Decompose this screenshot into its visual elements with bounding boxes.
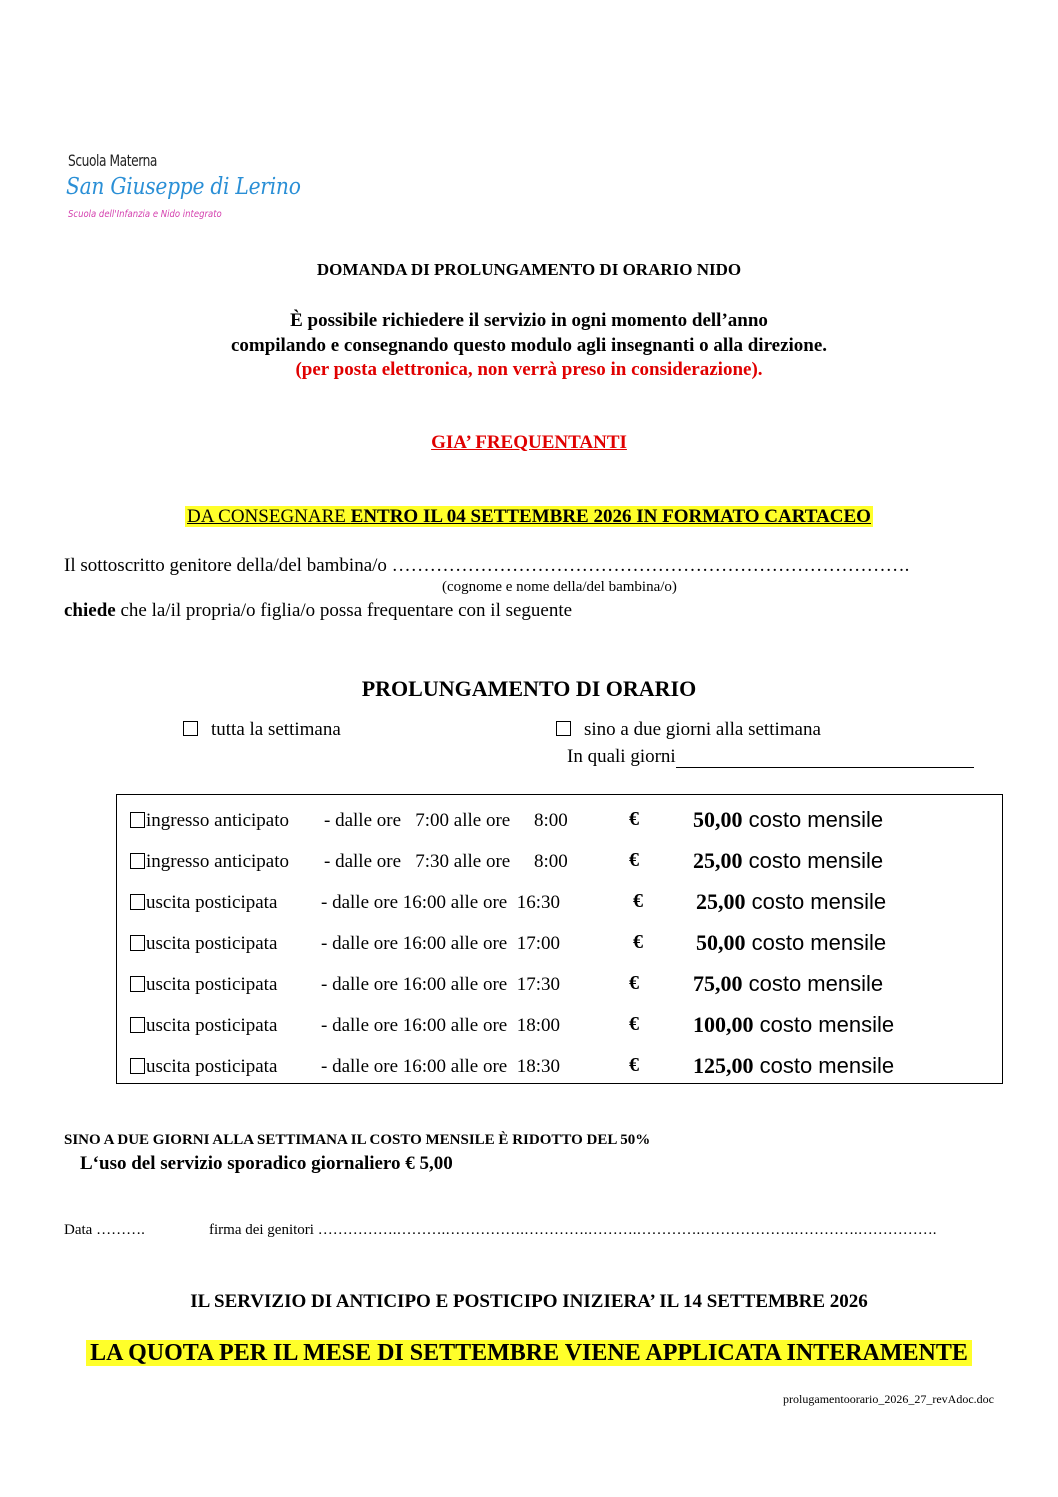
which-days-blank[interactable] bbox=[676, 749, 974, 768]
logo-school-name: San Giuseppe di Lerino bbox=[66, 174, 301, 200]
cost-amount: 75,00 bbox=[693, 971, 743, 996]
info-line-1: È possibile richiedere il servizio in ogni momento dell’anno bbox=[290, 310, 768, 331]
service-label: uscita posticipata bbox=[146, 1056, 278, 1077]
sporadic-note: L‘uso del servizio sporadico giornaliero € 5,00 bbox=[80, 1153, 453, 1174]
deadline-part-2: ENTRO IL 04 SETTEMBRE 2026 IN FORMATO CARTACEO bbox=[350, 506, 871, 527]
quota-notice-wrap bbox=[0, 1340, 1058, 1367]
service-checkbox[interactable] bbox=[130, 812, 145, 828]
service-option[interactable] bbox=[130, 1056, 277, 1078]
service-label: uscita posticipata bbox=[146, 1015, 278, 1036]
document-title: DOMANDA DI PROLUNGAMENTO DI ORARIO NIDO bbox=[316, 260, 742, 279]
info-line-2: compilando e consegnando questo modulo agli insegnanti o alla direzione. bbox=[230, 335, 828, 356]
which-days-field[interactable] bbox=[567, 746, 974, 768]
service-option[interactable] bbox=[130, 851, 289, 873]
euro-symbol: € bbox=[633, 931, 643, 953]
deadline-part-1: DA CONSEGNARE bbox=[187, 506, 351, 527]
monthly-cost bbox=[693, 848, 883, 874]
service-checkbox[interactable] bbox=[130, 1058, 145, 1074]
cost-suffix: costo mensile bbox=[742, 848, 884, 873]
euro-symbol: € bbox=[633, 890, 643, 912]
cost-amount: 100,00 bbox=[693, 1012, 754, 1037]
service-option[interactable] bbox=[130, 892, 277, 914]
cost-amount: 50,00 bbox=[693, 807, 743, 832]
monthly-cost bbox=[693, 807, 883, 833]
service-label: ingresso anticipato bbox=[146, 810, 289, 831]
start-notice: IL SERVIZIO DI ANTICIPO E POSTICIPO INIZIERA’ IL 14 SETTEMBRE 2026 bbox=[190, 1291, 868, 1312]
monthly-cost bbox=[696, 889, 886, 915]
service-checkbox[interactable] bbox=[130, 935, 145, 951]
cost-suffix: costo mensile bbox=[745, 889, 887, 914]
service-option[interactable] bbox=[130, 933, 277, 955]
checkbox-two-days[interactable] bbox=[556, 721, 571, 736]
declaration-line-2 bbox=[64, 600, 572, 622]
euro-symbol: € bbox=[629, 1054, 639, 1076]
cost-amount: 125,00 bbox=[693, 1053, 754, 1078]
footer-filename: prolugamentoorario_2026_27_revAdoc.doc bbox=[783, 1392, 994, 1406]
date-field[interactable]: Data ………. bbox=[64, 1222, 145, 1238]
signature-field[interactable]: firma dei genitori …………….……….…………….………….……….………….……………….………….……………. bbox=[209, 1222, 937, 1238]
service-checkbox[interactable] bbox=[130, 976, 145, 992]
cost-suffix: costo mensile bbox=[742, 971, 884, 996]
service-label: uscita posticipata bbox=[146, 974, 278, 995]
declaration-line-1: Il sottoscritto genitore della/del bambina/o ………………………………………………………………………. bbox=[64, 555, 910, 576]
service-hours: - dalle ore 16:00 alle ore 17:30 bbox=[321, 974, 561, 995]
cost-amount: 25,00 bbox=[696, 889, 746, 914]
section-title: GIA’ FREQUENTANTI bbox=[431, 432, 627, 453]
info-line-3: (per posta elettronica, non verrà preso in considerazione). bbox=[295, 359, 763, 380]
cost-amount: 50,00 bbox=[696, 930, 746, 955]
euro-symbol: € bbox=[629, 808, 639, 830]
monthly-cost bbox=[693, 1053, 894, 1079]
cost-suffix: costo mensile bbox=[742, 807, 884, 832]
monthly-cost bbox=[693, 971, 883, 997]
cost-amount: 25,00 bbox=[693, 848, 743, 873]
service-checkbox[interactable] bbox=[130, 853, 145, 869]
service-option[interactable] bbox=[130, 974, 277, 996]
service-hours: - dalle ore 16:00 alle ore 18:00 bbox=[321, 1015, 561, 1036]
euro-symbol: € bbox=[629, 849, 639, 871]
section-heading: PROLUNGAMENTO DI ORARIO bbox=[361, 676, 697, 701]
cost-suffix: costo mensile bbox=[745, 930, 887, 955]
option-whole-week[interactable] bbox=[183, 719, 341, 741]
service-option[interactable] bbox=[130, 1015, 277, 1037]
cost-suffix: costo mensile bbox=[753, 1053, 895, 1078]
logo-subtitle: Scuola dell'Infanzia e Nido integrato bbox=[68, 209, 222, 220]
service-hours: - dalle ore 16:00 alle ore 18:30 bbox=[321, 1056, 561, 1077]
declaration-line-2-rest: che la/il propria/o figlia/o possa frequentare con il seguente bbox=[115, 600, 573, 621]
option-two-days-label: sino a due giorni alla settimana bbox=[584, 719, 821, 740]
logo-line-1: Scuola Materna bbox=[68, 151, 157, 170]
monthly-cost bbox=[693, 1012, 894, 1038]
service-hours: - dalle ore 7:00 alle ore 8:00 bbox=[324, 810, 568, 831]
service-label: ingresso anticipato bbox=[146, 851, 289, 872]
service-option[interactable] bbox=[130, 810, 289, 832]
declaration-caption: (cognome e nome della/del bambina/o) bbox=[442, 579, 677, 595]
chiede-word: chiede bbox=[64, 600, 116, 621]
service-checkbox[interactable] bbox=[130, 894, 145, 910]
service-checkbox[interactable] bbox=[130, 1017, 145, 1033]
service-hours: - dalle ore 7:30 alle ore 8:00 bbox=[324, 851, 568, 872]
quota-notice: LA QUOTA PER IL MESE DI SETTEMBRE VIENE APPLICATA INTERAMENTE bbox=[86, 1340, 972, 1366]
euro-symbol: € bbox=[629, 1013, 639, 1035]
option-two-days[interactable] bbox=[556, 719, 821, 741]
euro-symbol: € bbox=[629, 972, 639, 994]
option-whole-week-label: tutta la settimana bbox=[211, 719, 341, 740]
deadline-notice bbox=[0, 506, 1058, 528]
monthly-cost bbox=[696, 930, 886, 956]
service-hours: - dalle ore 16:00 alle ore 17:00 bbox=[321, 933, 561, 954]
service-label: uscita posticipata bbox=[146, 933, 278, 954]
reduction-note: SINO A DUE GIORNI ALLA SETTIMANA IL COSTO MENSILE È RIDOTTO DEL 50% bbox=[64, 1132, 651, 1148]
checkbox-whole-week[interactable] bbox=[183, 721, 198, 736]
service-label: uscita posticipata bbox=[146, 892, 278, 913]
service-hours: - dalle ore 16:00 alle ore 16:30 bbox=[321, 892, 561, 913]
which-days-label: In quali giorni bbox=[567, 746, 676, 767]
cost-suffix: costo mensile bbox=[753, 1012, 895, 1037]
